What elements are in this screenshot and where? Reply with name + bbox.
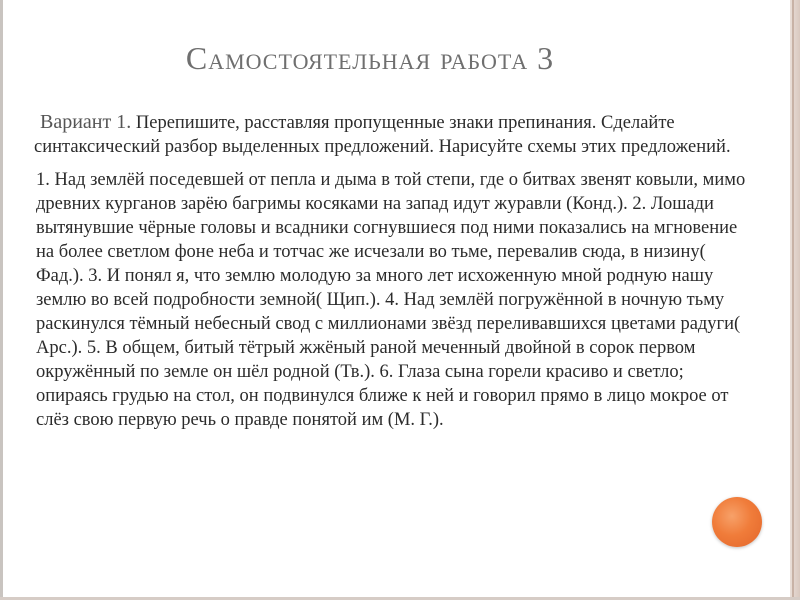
instructions-text: Перепишите, расставляя пропущенные знаки препинания. Сделайте синтаксический разбор выделенных предложений. Нарисуйте схемы этих предложений. <box>34 113 731 157</box>
slide-right-border <box>790 0 800 600</box>
variant-label: Вариант 1. <box>40 111 132 133</box>
exercise-text: 1. Над землёй поседевшей от пепла и дыма в той степи, где о битвах звенят ковыли, мимо древних курганов зарёю багримы косяками на запад идут журавли (Конд.). 2. Лошади вытянувшие чёрные головы и всадники согнувшиеся под ними показались на мгновение на более светлом фоне неба и тотчас же исчезали во тьме, перевалив сюда, в низину( Фад.). 3. И понял я, что землю молодую за много лет исхоженную мной родную нашу землю во всей подробности земной( Щип.). 4. Над землёй погружённой в ночную тьму раскинулся тёмный небесный свод с миллионами звёзд переливавшихся цветами радуги( Арс.). 5. В общем, битый тётрый жжёный раной меченный двойной в сорок первом окружённый по земле он шёл родной (Тв.). 6. Глаза сына горели красиво и светло; опираясь грудью на стол, он подвинулся ближе к ней и говорил прямо в лицо мокрое от слёз свою первую речь о правде понятой им (М. Г.). <box>36 170 746 430</box>
slide-left-border <box>0 0 3 600</box>
slide-title: Самостоятельная работа 3 <box>185 40 555 76</box>
slide-body <box>34 110 749 432</box>
task-instructions <box>34 110 749 159</box>
orange-circle-decoration <box>712 497 762 547</box>
